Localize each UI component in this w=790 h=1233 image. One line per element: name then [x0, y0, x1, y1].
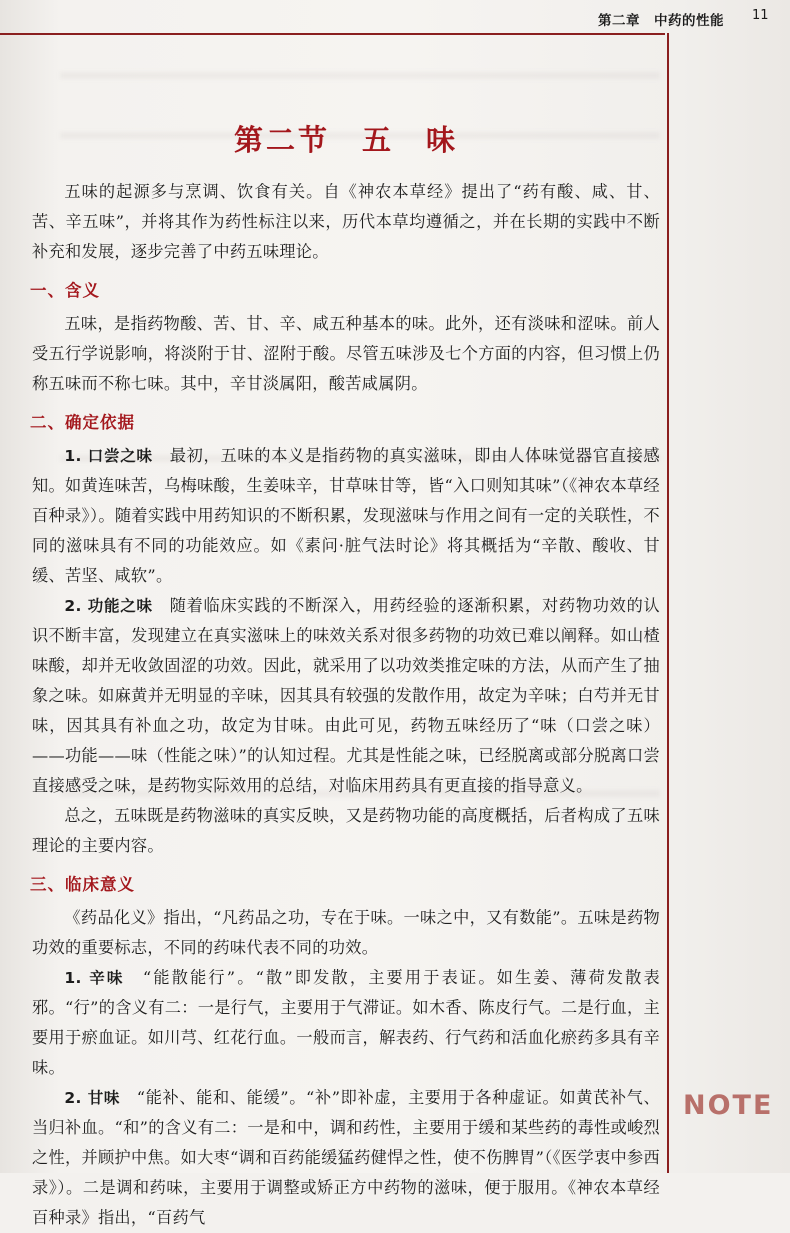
- note-tab: NOTE: [683, 1090, 774, 1121]
- clinical-item-2: [32, 1083, 660, 1233]
- header-rule: [0, 33, 665, 35]
- basis-item-2-lead: 2. 功能之味: [64, 597, 153, 615]
- clinical-item-1: [32, 963, 660, 1083]
- basis-item-2-text: 随着临床实践的不断深入，用药经验的逐渐积累，对药物功效的认识不断丰富，发现建立在真实滋味上的味效关系对很多药物的功效已难以阐释。如山楂味酸，却并无收敛固涩的功效。因此，就采用了以功效类推定味的方法，从而产生了抽象之味。如麻黄并无明显的辛味，因其具有较强的发散作用，故定为辛味；白芍并无甘味，因其具有补血之功，故定为甘味。由此可见，药物五味经历了“味（口尝之味）——功能——味（性能之味）”的认知过程。尤其是性能之味，已经脱离或部分脱离口尝直接感受之味，是药物实际效用的总结，对临床用药具有更直接的指导意义。: [32, 596, 661, 795]
- clinical-item-2-text: “能补、能和、能缓”。“补”即补虚，主要用于各种虚证。如黄芪补气、当归补血。“和”的含义有二：一是和中，调和药性，主要用于缓和某些药的毒性或峻烈之性，并顾护中焦。如大枣“调和百药能缓猛药健悍之性，使不伤脾胃”（《医学衷中参西录》）。二是调和药味，主要用于调整或矫正方中药物的滋味，便于服用。《神农本草经百种录》指出，“百药气: [32, 1088, 660, 1227]
- intro-paragraph: 五味的起源多与烹调、饮食有关。自《神农本草经》提出了“药有酸、咸、甘、苦、辛五味”，并将其作为药性标注以来，历代本草均遵循之，并在长期的实践中不断补充和发展，逐步完善了中药五味理论。: [32, 182, 660, 261]
- clinical-intro: 《药品化义》指出，“凡药品之功，专在于味。一味之中，又有数能”。五味是药物功效的重要标志，不同的药味代表不同的功效。: [32, 908, 660, 957]
- running-head: 第二章 中药的性能: [598, 13, 724, 29]
- section-title: 第二节 五 味: [233, 123, 458, 157]
- basis-item-1: [32, 441, 660, 591]
- basis-item-2: [32, 591, 660, 801]
- basis-item-1-text: 最初，五味的本义是指药物的真实滋味，即由人体味觉器官直接感知。如黄连味苦，乌梅味酸，生姜味辛，甘草味甘等，皆“入口则知其味”（《神农本草经百种录》）。随着实践中用药知识的不断积累，发现滋味与作用之间有一定的关联性，不同的滋味具有不同的功能效应。如《素问·脏气法时论》将其概括为“辛散、酸收、甘缓、苦坚、咸软”。: [32, 446, 661, 585]
- clinical-item-2-lead: 2. 甘味: [64, 1089, 120, 1107]
- basis-item-1-lead: 1. 口尝之味: [64, 447, 153, 465]
- heading-basis: 二、确定依据: [30, 413, 135, 432]
- clinical-item-1-lead: 1. 辛味: [64, 969, 125, 987]
- clinical-item-1-text: “能散能行”。“散”即发散，主要用于表证。如生姜、薄荷发散表邪。“行”的含义有二：一是行气，主要用于气滞证。如木香、陈皮行气。二是行血，主要用于瘀血证。如川芎、红花行血。一般而言，解表药、行气药和活血化瘀药多具有辛味。: [32, 968, 660, 1077]
- page-body: [32, 110, 660, 1233]
- page-number: 11: [752, 8, 769, 23]
- bleed-through: [60, 72, 660, 79]
- meaning-paragraph: 五味，是指药物酸、苦、甘、辛、咸五种基本的味。此外，还有淡味和涩味。前人受五行学说影响，将淡附于甘、涩附于酸。尽管五味涉及七个方面的内容，但习惯上仍称五味而不称七味。其中，辛甘淡属阳，酸苦咸属阴。: [32, 314, 660, 393]
- heading-clinical: 三、临床意义: [30, 875, 135, 894]
- margin-rule: [667, 33, 669, 1173]
- basis-summary: 总之，五味既是药物滋味的真实反映，又是药物功能的高度概括，后者构成了五味理论的主要内容。: [32, 806, 660, 855]
- heading-meaning: 一、含义: [30, 281, 100, 300]
